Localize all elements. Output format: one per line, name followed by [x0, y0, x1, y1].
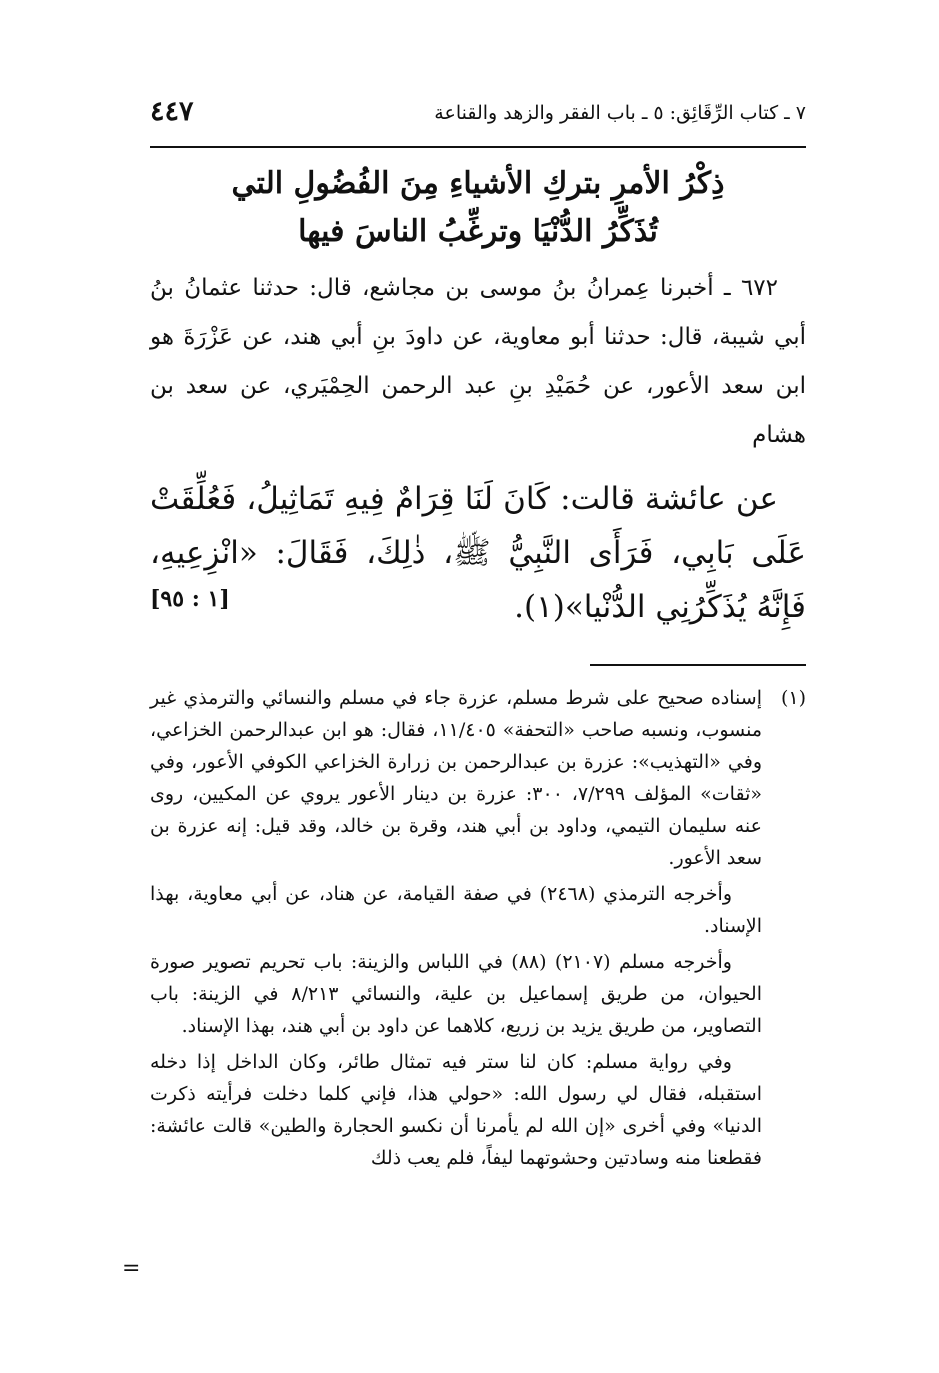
footnote-paragraph: وأخرجه مسلم (٢١٠٧) (٨٨) في اللباس والزينة: باب تحريم تصوير صورة الحيوان، من طريق إسماعيل بن علية، والنسائي ٨/٢١٣ في الزينة: باب التصاوير، من طريق يزيد بن زريع، كلاهما عن داود بن أبي هند، بهذا الإسناد.: [150, 951, 762, 1037]
hadith-matn: [150, 472, 806, 634]
footnote-paragraph: وفي رواية مسلم: كان لنا ستر فيه تمثال طائر، وكان الداخل إذا دخله استقبله، فقال لي رسول الله: «حولي هذا، فإني كلما دخلت فرأيته ذكرت الدنيا» وفي أخرى «إن الله لم يأمرنا أن نكسو الحجارة والطين» قالت عائشة: فقطعنا منه وسادتين وحشوتهما ليفاً، فلم يعب ذلك: [150, 1051, 762, 1169]
chapter-title: [150, 160, 806, 256]
running-head: ٧ ـ كتاب الرِّقَائِق: ٥ ـ باب الفقر والزهد والقناعة: [434, 102, 806, 124]
chapter-title-line-1: ذِكْرُ الأمرِ بتركِ الأشياءِ مِنَ الفُضُولِ التي: [231, 166, 725, 201]
chapter-title-line-2: تُذَكِّرُ الدُّنْيَا وترغِّبُ الناسَ فيها: [298, 214, 658, 249]
isnad-text: ٦٧٢ ـ أخبرنا عِمرانُ بنُ موسى بن مجاشع، قال: حدثنا عثمانُ بنُ أبي شيبة، قال: حدثنا أبو معاوية، عن داودَ بنِ أبي هند، عن عَزْرَةَ هو ابن سعد الأعور، عن حُمَيْدِ بنِ عبد الرحمن الحِمْيَري، عن سعد بن هشام: [150, 275, 806, 448]
footnote-1-text: إسناده صحيح على شرط مسلم، عزرة جاء في مسلم والنسائي والترمذي غير منسوب، ونسبه صاحب «التحفة» ١١/٤٠٥، فقال: هو ابن عبدالرحمن الخزاعي، وفي «التهذيب»: عزرة بن عبدالرحمن بن زرارة الخزاعي الكوفي الأعور، وفي «ثقات» المؤلف ٧/٢٩٩، ٣٠٠: عزرة بن دينار الأعور يروي عن المكيين، روى عنه سليمان التيمي، وداود بن أبي هند، وقرة بن خالد، وقد قيل: إنه عزرة بن سعد الأعور.: [150, 687, 763, 869]
footnote-rule: [590, 664, 806, 666]
page-number: ٤٤٧: [150, 96, 194, 127]
matn-text: عن عائشة قالت: كَانَ لَنَا قِرَامٌ فِيهِ تَمَاثِيلُ، فَعُلِّقَتْ عَلَى بَابِي، فَرَأَى النَّبِيُّ ﷺ، ذٰلِكَ، فَقَالَ: «انْزِعِيهِ، فَإِنَّهُ يُذَكِّرُنِي الدُّنْيا»(١).: [150, 481, 806, 625]
footnote-paragraph: وأخرجه الترمذي (٢٤٦٨) في صفة القيامة، عن هناد، عن أبي معاوية، بهذا الإسناد.: [150, 883, 762, 937]
footnote-1: [150, 682, 806, 874]
hadith-isnad: [150, 264, 806, 460]
continuation-mark: =: [122, 1256, 141, 1281]
footnotes: [150, 682, 806, 1178]
hadith-reference: [١ : ٩٥]: [150, 586, 230, 612]
footnote-marker: (١): [780, 687, 806, 709]
page-header: [150, 96, 806, 140]
header-rule: [150, 146, 806, 148]
